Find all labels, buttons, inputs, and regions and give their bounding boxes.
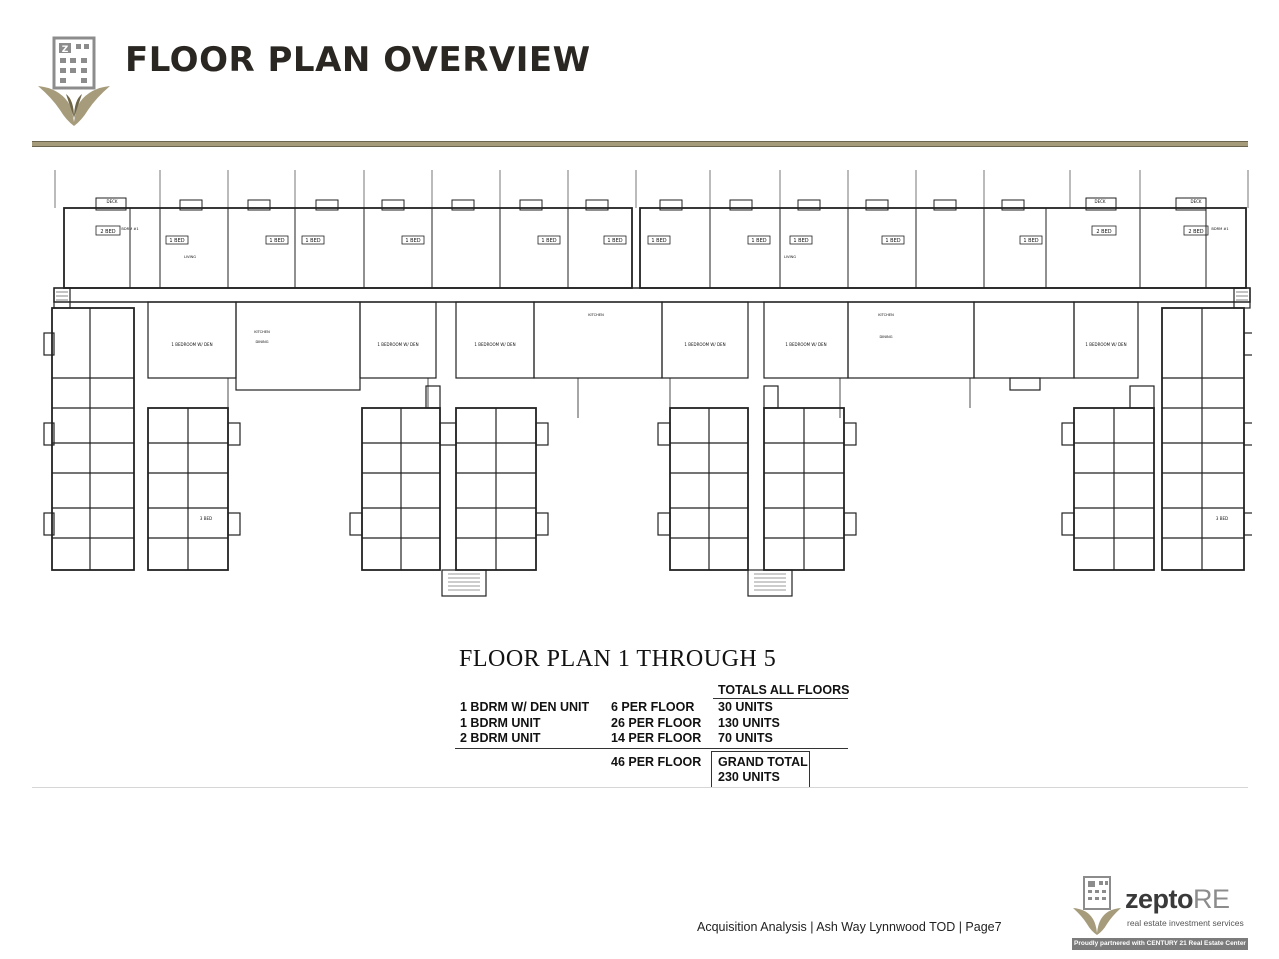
header-underline (713, 698, 848, 699)
plan-label-3bed: 3 BED (199, 516, 213, 521)
brand-logo (1072, 872, 1252, 952)
per-floor-cell: 26 PER FLOOR (611, 716, 702, 730)
company-logo (36, 34, 112, 128)
plan-label-dining: DINING (879, 335, 893, 339)
plan-label-dining: DINING (255, 340, 269, 344)
total-units-cell: 70 UNITS (718, 731, 773, 745)
plan-label-kitchen: KITCHEN (878, 313, 894, 317)
plan-label-1bed: 1 BED (541, 238, 557, 244)
grand-total-value: 230 UNITS (718, 770, 780, 784)
plan-label-1bed: 1 BED (885, 238, 901, 244)
plan-label-kitchen: KITCHEN (254, 330, 270, 334)
plan-label-3bed: 3 BED (1215, 516, 1229, 521)
plan-label-kitchen: KITCHEN (588, 313, 604, 317)
plan-label-den: 1 BEDROOM W/ DEN (684, 342, 726, 347)
page-title: FLOOR PLAN OVERVIEW (125, 40, 591, 80)
grand-total-label: GRAND TOTAL (718, 755, 808, 769)
plan-label-1bed: 1 BED (405, 238, 421, 244)
plan-label-2bed: 2 BED (1188, 229, 1204, 235)
unit-summary-table (455, 681, 850, 789)
plan-label-1bed: 1 BED (1023, 238, 1039, 244)
grand-total-left-border (711, 751, 712, 787)
plan-label-bdrm: BDRM #1 (1211, 227, 1229, 231)
plan-label-1bed: 1 BED (607, 238, 623, 244)
plan-label-living: LIVING (783, 255, 797, 259)
plan-label-1bed: 1 BED (269, 238, 285, 244)
plan-label-den: 1 BEDROOM W/ DEN (474, 342, 516, 347)
plan-label-deck: DECK (106, 199, 118, 204)
plan-label-deck: DECK (1190, 199, 1202, 204)
zepto-building-lotus-icon (1072, 874, 1122, 936)
total-units-cell: 130 UNITS (718, 716, 780, 730)
zepto-building-lotus-icon (36, 34, 112, 128)
brand-name-main: zepto (1125, 884, 1193, 914)
plan-label-2bed: 2 BED (1096, 229, 1112, 235)
brand-name-accent: RE (1193, 884, 1230, 914)
plan-label-1bed: 1 BED (751, 238, 767, 244)
plan-label-den: 1 BEDROOM W/ DEN (1085, 342, 1127, 347)
plan-label-living: LIVING (183, 255, 197, 259)
plan-label-den: 1 BEDROOM W/ DEN (785, 342, 827, 347)
per-floor-cell: 14 PER FLOOR (611, 731, 702, 745)
totals-header: TOTALS ALL FLOORS (718, 683, 850, 697)
plan-label-den: 1 BEDROOM W/ DEN (171, 342, 213, 347)
partner-banner: Proudly partnered with CENTURY 21 Real Estate Center (1072, 938, 1248, 950)
totals-divider (455, 748, 848, 749)
per-floor-cell: 6 PER FLOOR (611, 700, 695, 714)
plan-label-1bed: 1 BED (651, 238, 667, 244)
plan-label-1bed: 1 BED (793, 238, 809, 244)
plan-label-1bed: 1 BED (305, 238, 321, 244)
logo-letter: Z (61, 45, 69, 55)
brand-name (1125, 884, 1230, 915)
floor-total-cell: 46 PER FLOOR (611, 755, 702, 769)
header-divider (32, 141, 1248, 147)
plan-label-bdrm: BDRM #1 (121, 227, 139, 231)
unit-type-cell: 1 BDRM W/ DEN UNIT (460, 700, 590, 714)
plan-label-1bed: 1 BED (169, 238, 185, 244)
total-units-cell: 30 UNITS (718, 700, 773, 714)
plan-label-deck: DECK (1094, 199, 1106, 204)
unit-type-cell: 2 BDRM UNIT (460, 731, 541, 745)
floor-plan-title: FLOOR PLAN 1 THROUGH 5 (459, 646, 777, 672)
page-footer (697, 920, 1002, 934)
footer-caption: Acquisition Analysis | Ash Way Lynnwood TOD | Page (697, 920, 995, 934)
brand-tagline: real estate investment services (1127, 918, 1244, 928)
grand-total-top-border (711, 751, 810, 752)
unit-type-cell: 1 BDRM UNIT (460, 716, 541, 730)
floor-plan-drawing (30, 168, 1252, 598)
grand-total-right-border (809, 751, 810, 787)
plan-label-2bed: 2 BED (100, 229, 116, 235)
bottom-divider (32, 787, 1248, 788)
page-number: 7 (994, 920, 1002, 934)
plan-label-den: 1 BEDROOM W/ DEN (377, 342, 419, 347)
